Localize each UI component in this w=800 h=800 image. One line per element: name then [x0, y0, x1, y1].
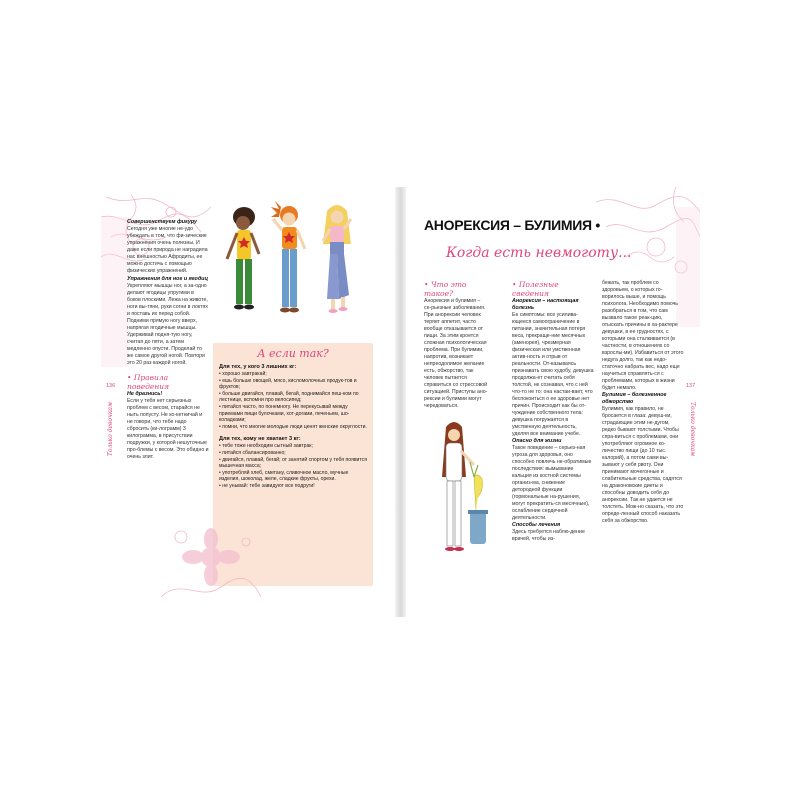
treatment-text: Здесь требуется наблю-дение врачей, чтобы из-	[512, 529, 585, 542]
bulimia-subheading: Булимия – болезненное обжорство	[602, 392, 667, 405]
useful-info-heading: • Полезные сведения	[512, 280, 559, 298]
group2-heading: Для тех, кому не хватает 3 кг:	[219, 436, 301, 443]
column-what-is-it	[424, 280, 488, 410]
left-page	[101, 187, 395, 617]
treatment-continued-text: бежать, так проблем со здоровьем, о которых го-ворилось выше, и помощь психолога. Необходимо помочь разобраться в том, что сам вызвало такое реак-цию, отыскать причины в ха-рактере девушки, в ее грудностях, с которыми она сталкивается (в частности, в отношениях со взрослы-ми). Избавиться от этого недуга долго, так как недо-статочно набрать вес, надо еще научиться справлять-ся с проблемами, которых в жизни будет немало.	[602, 280, 684, 391]
intro-text: Сегодня уже многие не-удо убеждать в том, что фи-зические упражнения очень полезны. И даже если природа не наградила нас внешностью Афродиты, ее можно достичь с помощью физических упражнений.	[127, 226, 208, 274]
danger-text: Такое поведение – серьез-ная угроза для здоровья, оно способно повлечь не-обратимые последствия: вымывание кальция из костной системы организ-ма, снижение детородной функции (гормональные на-рушения, могут прекратить-ся месячные), ослабление сердечной деятельности.	[512, 445, 592, 521]
group2-item: • тебе тоже необходим сытный завтрак;	[219, 443, 313, 450]
pink-sidebar-strip	[101, 217, 129, 367]
treatment-subheading: Способы лечения	[512, 522, 561, 528]
exercise-text: Укрепляют мышцы ног, а за-одно делают ягодицы упругими в боков плоскими. Лежа на животе, ноги вы-тяни, руки согни в локтях и поставь их перед собой. Подними прямую ногу вверх, напрягая ягодичные мышцы. Удерживай подня-тую ногу, считая до пяти, а затем медленно опусти. Проделай то же самое другой ногой. Повтори это 20 раз каждой ногой.	[127, 283, 208, 366]
bulimia-text: Булимия, как правило, не бросается в глаза: девуш-ки, страдающие этим не-дугом, редко бывают толстыми. Чтобы спра-виться с проблемами, они употребляют огромное ко-личество пищи (до 10 тыс. калорий), а потом сами вы-зывают у себя рвоту. Они принимают мочегонные и слабительные средства, садятся на драконовские диеты и способны доводить себя до анорексии. Так не удается не толстеть. Мож-но сказать, что это опреде-ленный способ наказать себя за обжорство.	[602, 406, 684, 524]
group1-item: • ешь больше овощей, мясо, кисломолочных продук-тов и фруктов;	[219, 377, 357, 391]
rules-text: Если у тебя нет серьезных проблем с весом, старайся не ныть попусту. Не ко-кетничай и не говори, что тебе надо сбросить (ки-лограмм) 3 килограмма, в присутствии подружки, у которой нешуточные про-блемы с весом. Это обидно и очень злит.	[127, 398, 209, 460]
side-label: Только девочкам	[689, 402, 696, 457]
column-useful-info	[512, 280, 594, 543]
group2-item: • употребляй хлеб, сметану, сливочное масло, мучные изделия, шоколад, желе, сладкие фрукты, орехи.	[219, 469, 349, 483]
page-number: 137	[686, 383, 696, 389]
group2-item: • двигайся, плавай, бегай; от занятий спортом у тебя появится мышечная масса;	[219, 456, 367, 470]
tips-box-body	[213, 360, 373, 490]
what-is-it-heading: • Что это такое?	[424, 280, 467, 298]
rules-subheading: Не дразнись!	[127, 391, 163, 397]
anorexia-subheading: Анорексия – настоящая болезнь	[512, 298, 579, 311]
article-title: АНОРЕКСИЯ – БУЛИМИЯ •	[424, 217, 601, 233]
girl-illustration	[426, 417, 506, 587]
right-page	[406, 187, 700, 617]
what-is-it-text: Анорексия и булимия – се-рьезные заболевания. При анорексии человек теряет аппетит, часто вообще отказывается от пищи. За этим кроется сложная психологическая проблема. При булимии, напротив, возникает непреодолимое желание есть, обжорство, так человек пытается справиться со стрессовой ситуацией. Приступы ано-рексии и булимии могут чередоваться.	[424, 298, 488, 409]
article-subtitle: Когда есть невмоготу...	[446, 245, 632, 261]
danger-subheading: Опасно для жизни	[512, 438, 562, 444]
left-text-column	[127, 219, 209, 461]
rules-heading: • Правила поведения	[127, 373, 170, 391]
column-bulimia	[602, 280, 684, 525]
page-number: 136	[106, 383, 116, 389]
group1-heading: Для тех, у кого 3 лишних кг:	[219, 364, 297, 370]
group2-item: • питайся сбалансированно;	[219, 449, 286, 456]
group1-item: • питайся часто, по понемногу. Не перекусывай между приемами пищи булочками, хот-догами, печеньем, шо-коладками;	[219, 403, 350, 424]
group1-item: • больше двигайся, плавай, бегай, поднимайся пеш-ком по лестнице, вспомни про велосипед;	[219, 390, 359, 404]
group2-item: • не унывай: тебе завидуют все подруги!	[219, 482, 315, 489]
gutter	[395, 187, 406, 617]
exercise-heading: Упражнения для ног и ягодиц	[127, 276, 208, 282]
group1-item: • хорошо завтракай;	[219, 371, 267, 377]
tips-box-title: А если так?	[257, 347, 329, 360]
side-label: Только девочкам	[107, 402, 114, 457]
tips-box	[213, 343, 373, 586]
section-heading: Совершенствуем фигуру	[127, 219, 198, 225]
magazine-spread	[101, 187, 700, 617]
group1-item: • помни, что многие молодые люди ценят женские округлости.	[219, 423, 367, 430]
anorexia-text: Ее симптомы: все усилива-ющееся самоограничение в питании, значительная потеря веса, прекраще-ние месячных (аменорея), чрезмерная физическая или умственная актив-ность и отрыв от реальности. От-казываясь признавать свою худобу, девушка продолжа-ет считать себя толстой, не сознавая, что с ней что-то не то: она настаи-вает, что беспокоиться о ее здоровье нет причин. Происходит как бы от-чуждение собственного тела: девушка погружается в умственную деятельность, уделяя все внимание учебе.	[512, 312, 594, 437]
